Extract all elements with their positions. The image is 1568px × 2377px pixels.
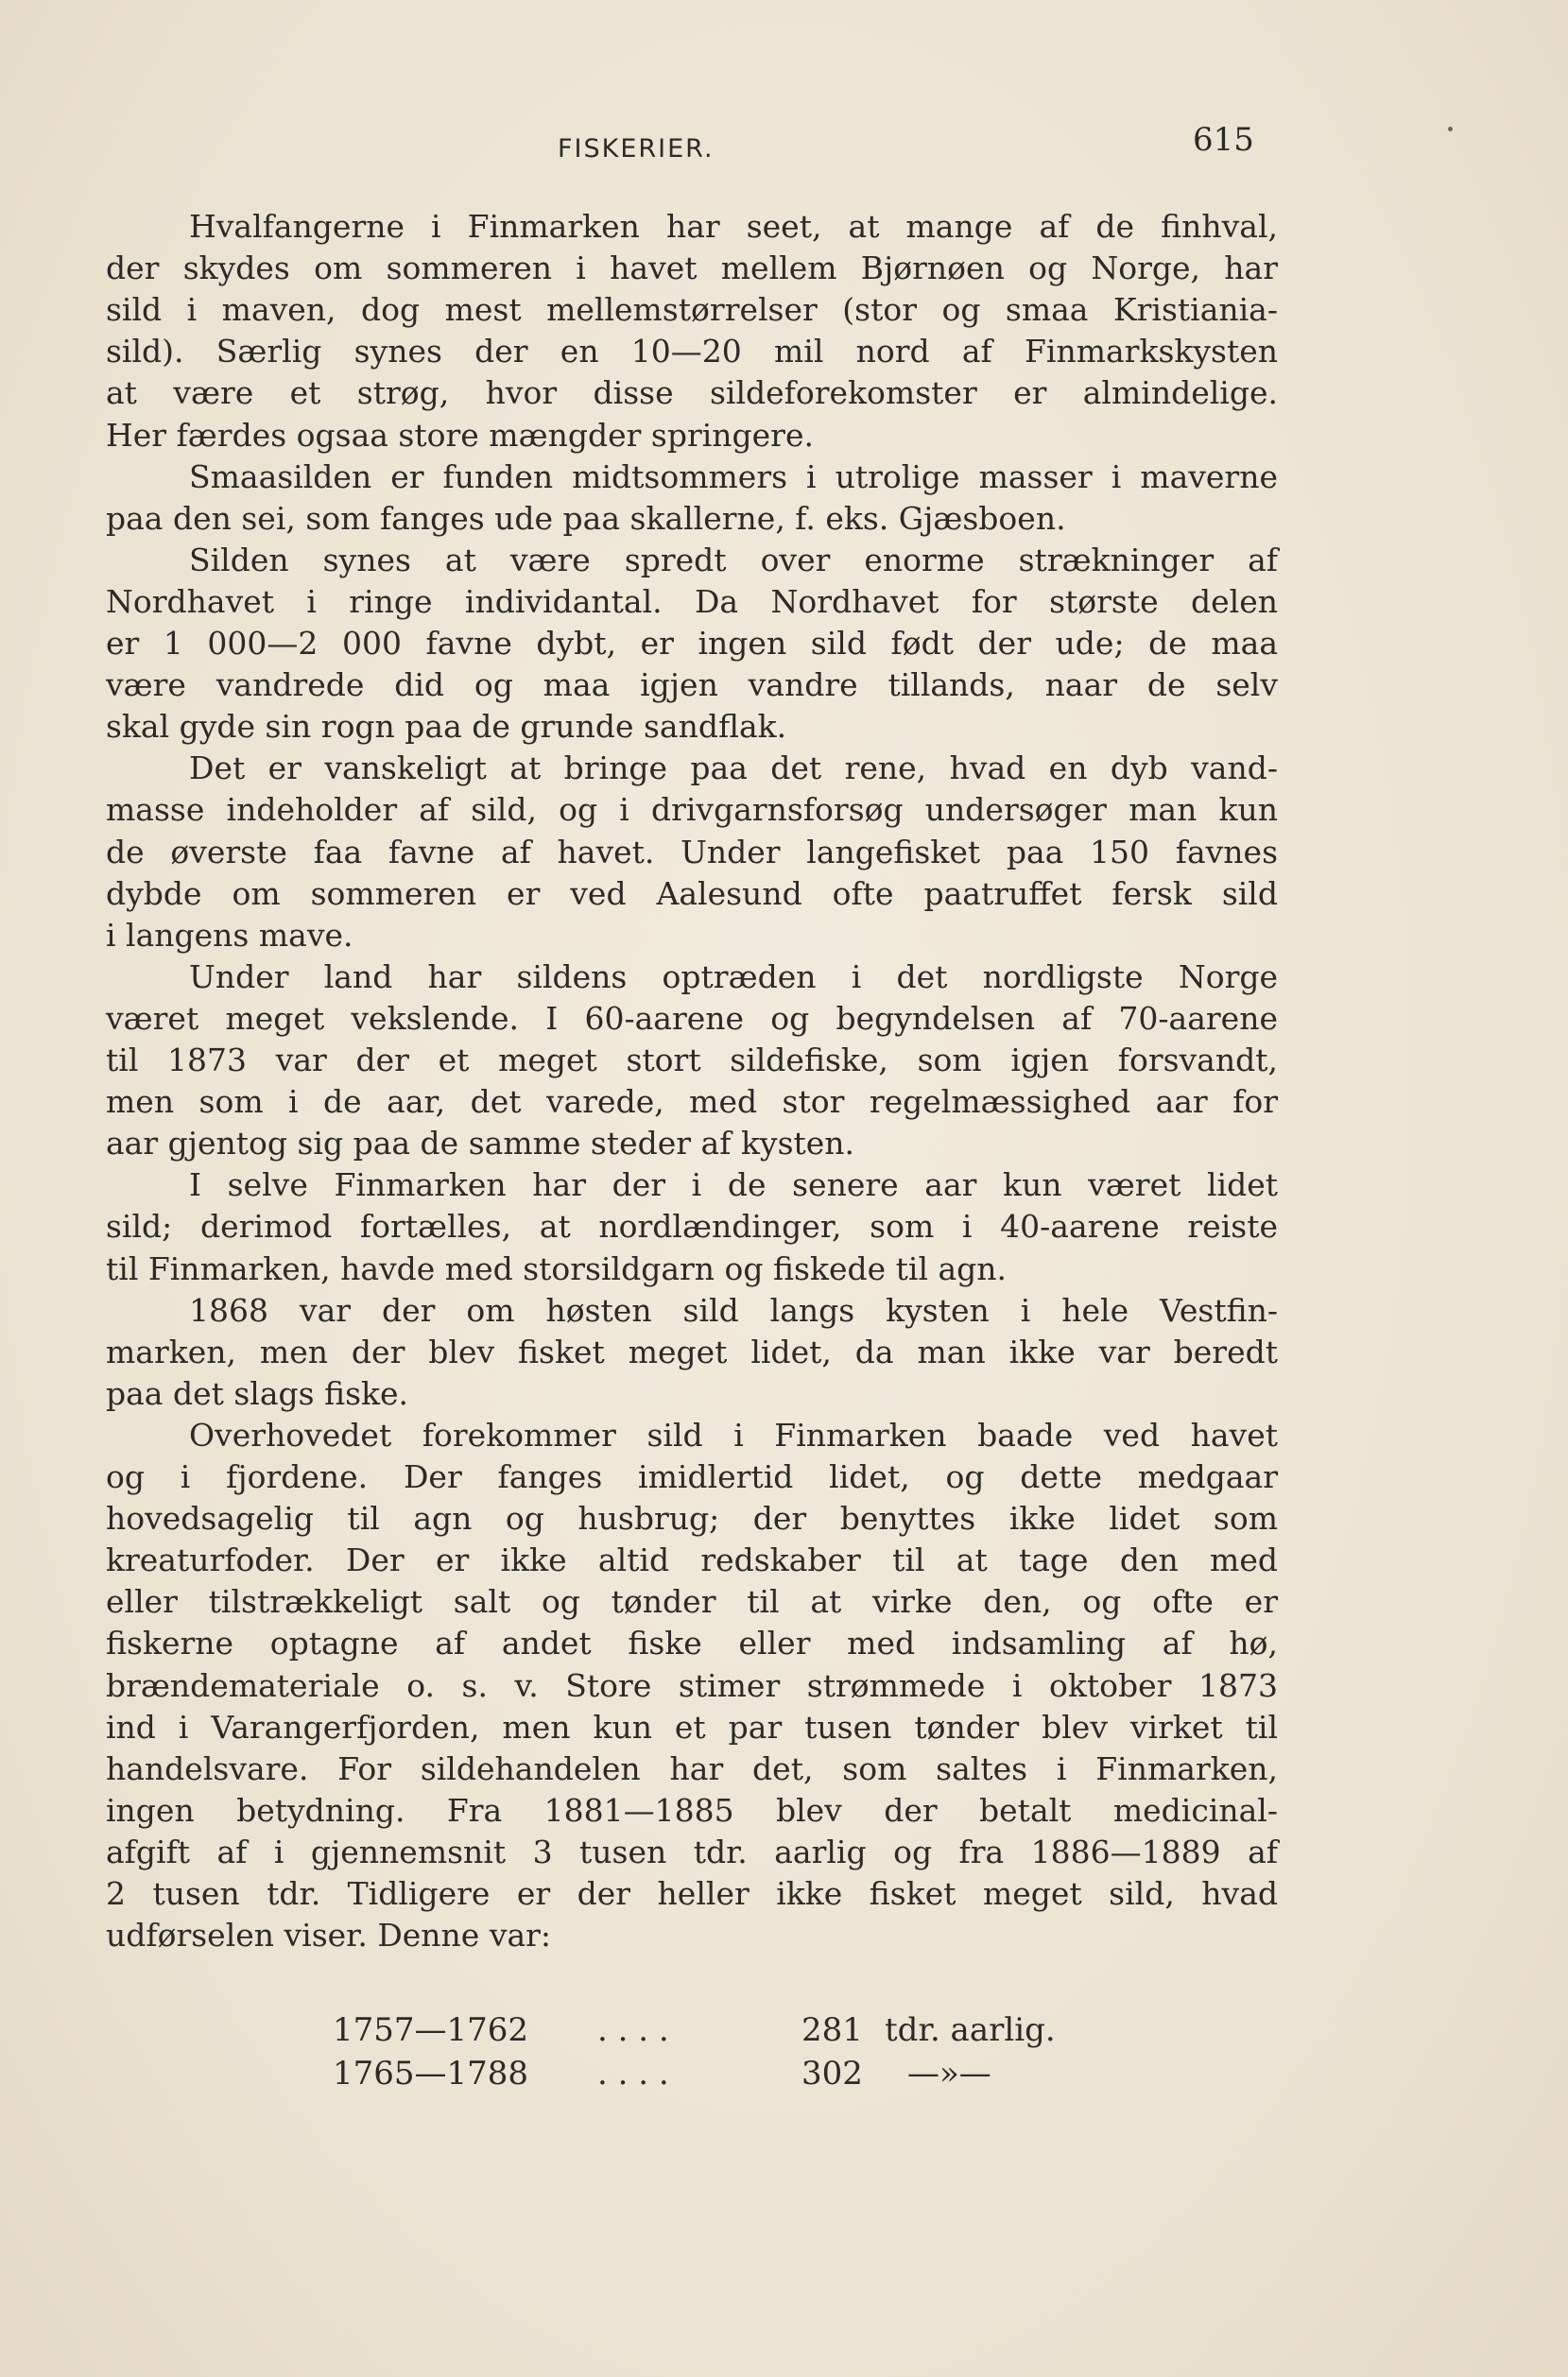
text-line: Overhovedet forekommer sild i Finmarken baade ved havet xyxy=(189,1417,1278,1454)
text-line: sild i maven, dog mest mellemstørrelser (stor og smaa Kristiania- xyxy=(106,291,1278,328)
text-line: Smaasilden er funden midtsommers i utrolige masser i maverne xyxy=(189,458,1278,495)
text-line: sild; derimod fortælles, at nordlændinger, som i 40-aarene reiste xyxy=(106,1208,1278,1245)
print-speck xyxy=(1448,127,1453,131)
text-line: 2 tusen tdr. Tidligere er der heller ikke fisket meget sild, hvad xyxy=(106,1875,1278,1912)
text-line: til Finmarken, havde med storsildgarn og fiskede til agn. xyxy=(106,1250,1008,1287)
text-line: eller tilstrækkeligt salt og tønder til at virke den, og ofte er xyxy=(106,1583,1278,1620)
text-line: været meget vekslende. I 60-aarene og begyndelsen af 70-aarene xyxy=(106,1000,1278,1037)
text-line: brændemateriale o. s. v. Store stimer strømmede i oktober 1873 xyxy=(106,1667,1278,1704)
text-line: kreaturfoder. Der er ikke altid redskaber til at tage den med xyxy=(106,1542,1278,1578)
text-line: afgift af i gjennemsnit 3 tusen tdr. aarlig og fra 1886—1889 af xyxy=(106,1834,1278,1870)
table-period: 1765—1788 xyxy=(333,2055,529,2093)
text-line: i langens mave. xyxy=(106,917,353,954)
text-line: 1868 var der om høsten sild langs kysten i hele Vestfin- xyxy=(189,1292,1278,1329)
text-line: sild). Særlig synes der en 10—20 mil nord af Finmarkskysten xyxy=(106,333,1278,370)
text-line: skal gyde sin rogn paa de grunde sandflak. xyxy=(106,708,787,745)
text-line: Silden synes at være spredt over enorme strækninger af xyxy=(189,542,1278,578)
table-amount: 302 xyxy=(801,2055,863,2093)
text-line: de øverste faa favne af havet. Under langefisket paa 150 favnes xyxy=(106,834,1278,870)
table-unit: tdr. aarlig. xyxy=(885,2011,1056,2049)
text-line: dybde om sommeren er ved Aalesund ofte paatruffet fersk sild xyxy=(106,875,1278,912)
text-line: Under land har sildens optræden i det nordligste Norge xyxy=(189,958,1278,995)
text-line: masse indeholder af sild, og i drivgarnsforsøg undersøger man kun xyxy=(106,791,1278,828)
text-line: Hvalfangerne i Finmarken har seet, at mange af de finhval, xyxy=(189,208,1278,245)
text-line: aar gjentog sig paa de samme steder af kysten. xyxy=(106,1125,855,1162)
table-unit: —»— xyxy=(907,2055,991,2093)
text-line: der skydes om sommeren i havet mellem Bjørnøen og Norge, har xyxy=(106,250,1278,286)
text-line: ingen betydning. Fra 1881—1885 blev der betalt medicinal- xyxy=(106,1792,1278,1829)
text-line: men som i de aar, det varede, med stor regelmæssighed aar for xyxy=(106,1083,1278,1120)
text-line: ind i Varangerfjorden, men kun et par tusen tønder blev virket til xyxy=(106,1709,1278,1746)
text-line: udførselen viser. Denne var: xyxy=(106,1917,552,1954)
page-number: 615 xyxy=(1193,121,1254,159)
text-line: Her færdes ogsaa store mængder springere. xyxy=(106,417,814,454)
text-line: er 1 000—2 000 favne dybt, er ingen sild født der ude; de maa xyxy=(106,625,1278,662)
table-leader-dots: . . . . xyxy=(597,2055,669,2093)
text-line: paa den sei, som fanges ude paa skallerne, f. eks. Gjæsboen. xyxy=(106,500,1066,537)
text-line: handelsvare. For sildehandelen har det, som saltes i Finmarken, xyxy=(106,1750,1278,1787)
text-line: marken, men der blev fisket meget lidet, da man ikke var beredt xyxy=(106,1334,1278,1370)
running-header-title: FISKERIER. xyxy=(558,134,715,164)
text-line: Det er vanskeligt at bringe paa det rene, hvad en dyb vand- xyxy=(189,749,1278,786)
text-line: være vandrede did og maa igjen vandre tillands, naar de selv xyxy=(106,666,1278,703)
text-line: at være et strøg, hvor disse sildeforekomster er almindelige. xyxy=(106,374,1278,411)
text-line: I selve Finmarken har der i de senere aar kun været lidet xyxy=(189,1166,1278,1203)
text-line: og i fjordene. Der fanges imidlertid lidet, og dette medgaar xyxy=(106,1458,1278,1495)
table-leader-dots: . . . . xyxy=(597,2011,669,2049)
text-line: fiskerne optagne af andet fiske eller med indsamling af hø, xyxy=(106,1625,1278,1662)
text-line: Nordhavet i ringe individantal. Da Nordhavet for største delen xyxy=(106,583,1278,620)
text-line: hovedsagelig til agn og husbrug; der benyttes ikke lidet som xyxy=(106,1500,1278,1537)
table-amount: 281 xyxy=(801,2011,863,2049)
table-period: 1757—1762 xyxy=(333,2011,529,2049)
text-line: paa det slags fiske. xyxy=(106,1375,409,1412)
text-line: til 1873 var der et meget stort sildefiske, som igjen forsvandt, xyxy=(106,1042,1278,1078)
